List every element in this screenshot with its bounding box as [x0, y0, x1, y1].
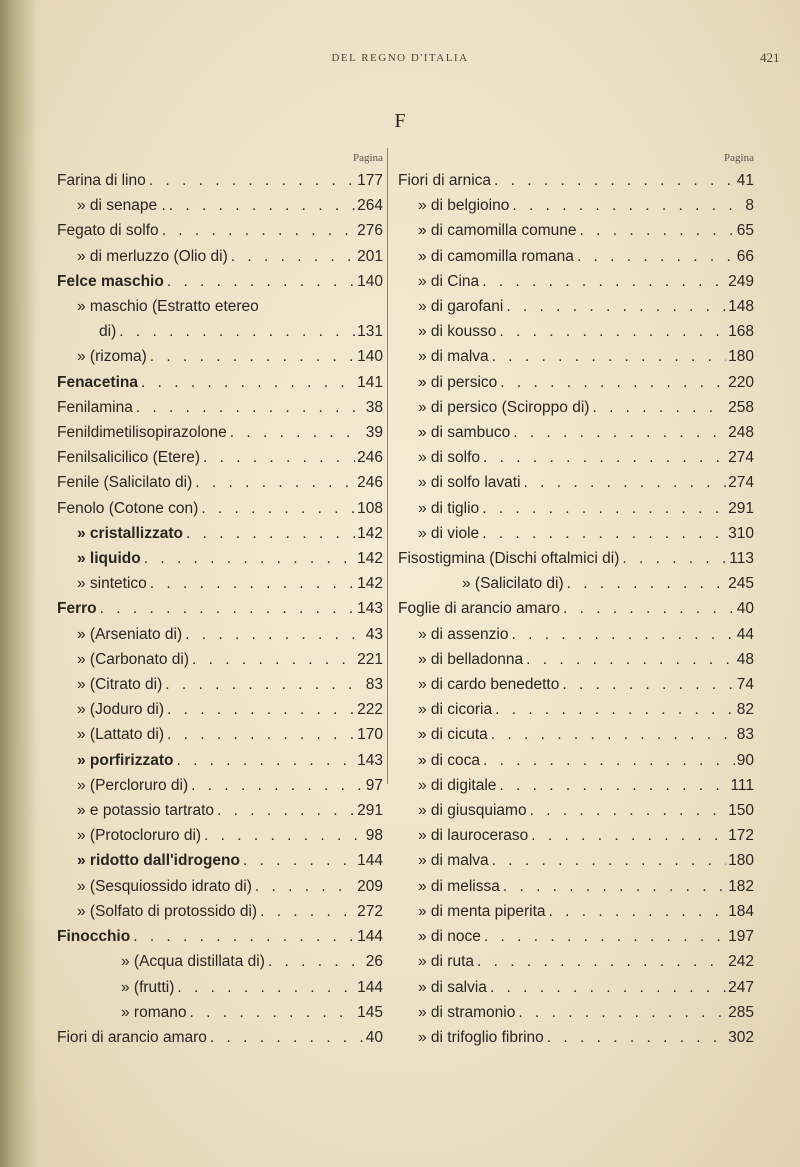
entry-page-number: 247 [728, 978, 754, 996]
leader-dots [228, 244, 355, 269]
entry-page-number: 209 [357, 877, 383, 895]
entry-title: di) [99, 323, 117, 341]
index-entry [57, 722, 383, 747]
index-entry [398, 218, 754, 243]
entry-page-number: 145 [357, 1003, 383, 1021]
entry-page-number: 8 [745, 197, 754, 215]
entry-title: » di tiglio [418, 499, 480, 517]
index-entry [398, 319, 754, 344]
entry-title: Fenilsalicilico (Etere) [57, 449, 200, 467]
entry-page-number: 113 [729, 550, 754, 568]
index-entry [57, 899, 383, 924]
entry-page-number: 140 [357, 272, 383, 290]
entry-title: Fiori di arnica [398, 172, 492, 189]
entry-page-number: 246 [357, 474, 383, 492]
entry-page-number: 144 [357, 852, 383, 870]
index-entry [398, 344, 754, 369]
index-entry [398, 395, 754, 420]
entry-title: » (Sesquiossido idrato di) [77, 877, 252, 895]
entry-page-number: 302 [728, 1028, 754, 1046]
leader-dots [619, 546, 727, 571]
entry-title: Fisostigmina (Dischi oftalmici di) [398, 550, 620, 568]
leader-dots [147, 571, 355, 596]
entry-title: » di persico (Sciroppo di) [418, 398, 590, 416]
entry-title: » di assenzio [418, 625, 509, 643]
entry-title: Finocchio [57, 928, 131, 946]
leader-dots [183, 521, 355, 546]
entry-page-number: 142 [357, 524, 383, 542]
entry-title: » di salvia [418, 978, 487, 996]
leader-dots [162, 672, 363, 697]
index-entry [57, 823, 383, 848]
entry-title: » e potassio tartrato [77, 802, 214, 820]
leader-dots [559, 672, 734, 697]
entry-title: Fenildimetilisopirazolone [57, 424, 227, 442]
index-entry [57, 168, 383, 193]
entry-page-number: 142 [357, 575, 383, 593]
leader-dots [164, 697, 355, 722]
leader-dots [173, 748, 355, 773]
leader-dots [201, 823, 364, 848]
entry-page-number: 170 [357, 726, 383, 744]
index-entry [398, 244, 754, 269]
leader-dots [497, 370, 726, 395]
entry-title: » di camomilla comune [418, 222, 577, 240]
entry-title: » (Solfato di protossido di) [77, 902, 258, 920]
index-entry [398, 521, 754, 546]
index-entry [398, 798, 754, 823]
entry-title: » di cicoria [418, 701, 493, 719]
leader-dots [141, 546, 355, 571]
index-entry [398, 672, 754, 697]
entry-title: » di menta piperita [418, 902, 546, 920]
leader-dots [116, 319, 355, 344]
leader-dots [474, 949, 726, 974]
leader-dots [500, 874, 726, 899]
index-entry [57, 924, 383, 949]
index-entry [398, 697, 754, 722]
index-entry [398, 748, 754, 773]
leader-dots [479, 269, 726, 294]
index-entry [57, 874, 383, 899]
entry-page-number: 274 [728, 449, 754, 467]
running-head: DEL REGNO D'ITALIA [331, 52, 469, 64]
entry-page-number: 82 [736, 701, 754, 719]
leader-dots [544, 1025, 726, 1050]
entry-page-number: 272 [357, 902, 383, 920]
leader-dots [528, 823, 726, 848]
index-entry [57, 445, 383, 470]
entry-page-number: 274 [728, 474, 754, 492]
index-entry [398, 949, 754, 974]
leader-dots [492, 697, 735, 722]
entry-title: » (Percloruro di) [77, 776, 189, 794]
leader-dots [164, 269, 355, 294]
entry-page-number: 201 [357, 247, 383, 265]
index-entry [398, 294, 754, 319]
entry-page-number: 43 [365, 625, 383, 643]
index-entry [57, 697, 383, 722]
leader-dots [159, 218, 355, 243]
leader-dots [133, 395, 364, 420]
entry-page-number: 182 [728, 877, 754, 895]
entry-title: » di solfo lavati [418, 474, 521, 492]
entry-title: » (Salicilato di) [462, 575, 564, 593]
entry-page-number: 98 [365, 827, 383, 845]
index-entry [398, 899, 754, 924]
leader-dots [503, 294, 726, 319]
entry-title: » (Protocloruro di) [77, 827, 202, 845]
index-entry [57, 949, 383, 974]
leader-dots [488, 722, 735, 747]
index-list [57, 168, 383, 1050]
entry-page-number: 41 [736, 172, 754, 189]
entry-title: » di melissa [418, 877, 500, 895]
leader-dots [240, 848, 355, 873]
leader-dots [97, 596, 356, 621]
leader-dots [186, 1000, 355, 1025]
index-entry [57, 420, 383, 445]
entry-title: » di solfo [418, 449, 481, 467]
entry-title: » di kousso [418, 323, 497, 341]
entry-title: » di senape . [77, 197, 166, 215]
entry-title: » (Citrato di) [77, 676, 163, 694]
entry-page-number: 180 [728, 852, 754, 870]
leader-dots [523, 647, 735, 672]
entry-title: » maschio (Estratto etereo [77, 298, 259, 316]
entry-title: » di trifoglio fibrino [418, 1028, 544, 1046]
leader-dots [491, 168, 735, 193]
leader-dots [527, 798, 727, 823]
page-edge-shadow [0, 0, 38, 1167]
entry-page-number: 90 [736, 751, 754, 769]
index-entry [57, 319, 383, 344]
entry-page-number: 258 [728, 398, 754, 416]
page-number: 421 [760, 50, 780, 65]
entry-title: » (Carbonato di) [77, 650, 190, 668]
leader-dots [496, 773, 728, 798]
index-entry [398, 773, 754, 798]
leader-dots [265, 949, 364, 974]
index-entry [398, 848, 754, 873]
entry-page-number: 66 [736, 247, 754, 265]
index-entry [57, 193, 383, 218]
index-entry [398, 823, 754, 848]
entry-page-number: 131 [357, 323, 383, 341]
entry-page-number: 143 [357, 600, 383, 618]
entry-page-number: 177 [357, 172, 383, 189]
index-entry [398, 722, 754, 747]
leader-dots [496, 319, 726, 344]
entry-title: Foglie di arancio amaro [398, 600, 560, 618]
leader-dots [182, 622, 364, 647]
index-entry [398, 445, 754, 470]
leader-dots [147, 344, 355, 369]
index-entry [57, 1000, 383, 1025]
entry-title: Fenacetina [57, 373, 138, 391]
leader-dots [480, 748, 735, 773]
entry-title: » di lauroceraso [418, 827, 529, 845]
index-entry [57, 773, 383, 798]
entry-title: » di belladonna [418, 650, 524, 668]
leader-dots [166, 193, 355, 218]
entry-page-number: 40 [365, 1028, 383, 1046]
entry-page-number: 26 [365, 953, 383, 971]
entry-title: Fenolo (Cotone con) [57, 499, 199, 517]
leader-dots [560, 596, 735, 621]
leader-dots [174, 975, 355, 1000]
column-header: Pagina [353, 152, 383, 164]
entry-page-number: 148 [728, 298, 754, 316]
leader-dots [509, 193, 743, 218]
leader-dots [214, 798, 355, 823]
leader-dots [189, 647, 355, 672]
entry-title: Ferro [57, 600, 97, 618]
entry-title: » (frutti) [121, 978, 175, 996]
index-entry [57, 395, 383, 420]
entry-title: » (rizoma) [77, 348, 147, 366]
index-entry [57, 546, 383, 571]
leader-dots [589, 395, 726, 420]
entry-page-number: 144 [357, 928, 383, 946]
index-entry [57, 521, 383, 546]
index-entry [57, 748, 383, 773]
entry-page-number: 172 [728, 827, 754, 845]
entry-page-number: 44 [736, 625, 754, 643]
leader-dots [192, 470, 355, 495]
index-entry [398, 975, 754, 1000]
leader-dots [227, 420, 364, 445]
entry-title: » di Cina [418, 272, 480, 290]
entry-page-number: 246 [357, 449, 383, 467]
entry-title: Fiori di arancio amaro [57, 1028, 207, 1046]
entry-title: » di noce [418, 928, 481, 946]
index-entry [57, 218, 383, 243]
entry-page-number: 249 [728, 272, 754, 290]
index-entry [57, 294, 383, 319]
leader-dots [574, 244, 735, 269]
leader-dots [487, 975, 726, 1000]
entry-title: » sintetico [77, 575, 147, 593]
entry-title: Fenile (Salicilato di) [57, 474, 193, 492]
leader-dots [489, 848, 726, 873]
column-header: Pagina [724, 152, 754, 164]
index-entry [57, 848, 383, 873]
entry-page-number: 180 [728, 348, 754, 366]
entry-page-number: 168 [728, 323, 754, 341]
index-entry [57, 370, 383, 395]
entry-page-number: 140 [357, 348, 383, 366]
entry-title: » romano [121, 1003, 187, 1021]
entry-title: » di persico [418, 373, 498, 391]
entry-page-number: 248 [728, 424, 754, 442]
entry-page-number: 184 [728, 902, 754, 920]
entry-page-number: 220 [728, 373, 754, 391]
section-letter: F [394, 110, 406, 132]
index-entry [57, 571, 383, 596]
entry-page-number: 83 [365, 676, 383, 694]
entry-title: » di malva [418, 348, 489, 366]
entry-title: » di cicuta [418, 726, 488, 744]
entry-title: Felce maschio [57, 272, 164, 290]
leader-dots [479, 496, 726, 521]
leader-dots [515, 1000, 726, 1025]
entry-title: » (Lattato di) [77, 726, 165, 744]
entry-title: » (Arseniato di) [77, 625, 183, 643]
leader-dots [198, 496, 355, 521]
leader-dots [164, 722, 355, 747]
index-entry [398, 1000, 754, 1025]
entry-title: » di digitale [418, 776, 497, 794]
leader-dots [479, 521, 726, 546]
entry-page-number: 141 [357, 373, 383, 391]
entry-page-number: 264 [357, 197, 383, 215]
entry-page-number: 65 [736, 222, 754, 240]
entry-page-number: 144 [357, 978, 383, 996]
index-entry [57, 798, 383, 823]
index-entry [57, 647, 383, 672]
entry-title: » di sambuco [418, 424, 511, 442]
entry-title: Fenilamina [57, 398, 133, 416]
entry-title: » di malva [418, 852, 489, 870]
index-entry [57, 596, 383, 621]
entry-page-number: 197 [728, 928, 754, 946]
entry-title: » di camomilla romana [418, 247, 574, 265]
entry-page-number: 222 [357, 701, 383, 719]
leader-dots [564, 571, 726, 596]
entry-page-number: 150 [728, 802, 754, 820]
index-entry [398, 193, 754, 218]
index-entry [398, 168, 754, 193]
index-entry [398, 546, 754, 571]
leader-dots [138, 370, 355, 395]
leader-dots [257, 899, 355, 924]
entry-page-number: 97 [365, 776, 383, 794]
entry-title: » liquido [77, 550, 141, 568]
index-entry [57, 975, 383, 1000]
entry-page-number: 83 [736, 726, 754, 744]
index-entry [398, 924, 754, 949]
leader-dots [481, 924, 726, 949]
entry-page-number: 40 [736, 600, 754, 618]
index-column-right [398, 148, 754, 1050]
entry-page-number: 48 [736, 650, 754, 668]
entry-page-number: 39 [365, 424, 383, 442]
index-entry [57, 1025, 383, 1050]
leader-dots [577, 218, 735, 243]
entry-title: » di coca [418, 751, 481, 769]
entry-title: Fegato di solfo [57, 222, 159, 240]
entry-page-number: 291 [357, 802, 383, 820]
entry-title: » cristallizzato [77, 524, 183, 542]
entry-title: Farina di lino [57, 172, 146, 189]
entry-page-number: 74 [736, 676, 754, 694]
index-entry [398, 420, 754, 445]
leader-dots [188, 773, 364, 798]
leader-dots [521, 470, 727, 495]
entry-page-number: 291 [728, 499, 754, 517]
entry-page-number: 111 [730, 776, 754, 794]
entry-title: » di giusquiamo [418, 802, 527, 820]
index-entry [57, 622, 383, 647]
entry-page-number: 276 [357, 222, 383, 240]
entry-page-number: 245 [728, 575, 754, 593]
leader-dots [130, 924, 355, 949]
leader-dots [146, 168, 355, 193]
index-entry [398, 596, 754, 621]
entry-title: » di garofani [418, 298, 504, 316]
index-entry [57, 269, 383, 294]
index-entry [398, 1025, 754, 1050]
index-entry [57, 344, 383, 369]
index-entry [398, 647, 754, 672]
index-entry [57, 244, 383, 269]
entry-title: » ridotto dall'idrogeno [77, 852, 240, 870]
index-entry [398, 269, 754, 294]
index-entry [57, 496, 383, 521]
column-divider [387, 148, 388, 784]
index-entry [398, 622, 754, 647]
leader-dots [480, 445, 726, 470]
leader-dots [546, 899, 727, 924]
entry-page-number: 310 [728, 524, 754, 542]
entry-title: » (Acqua distillata di) [121, 953, 265, 971]
entry-page-number: 242 [728, 953, 754, 971]
leader-dots [207, 1025, 364, 1050]
entry-page-number: 142 [357, 550, 383, 568]
entry-title: » di viole [418, 524, 480, 542]
entry-page-number: 108 [357, 499, 383, 517]
leader-dots [252, 874, 355, 899]
entry-title: » di cardo benedetto [418, 676, 560, 694]
leader-dots [510, 420, 726, 445]
entry-page-number: 143 [357, 751, 383, 769]
leader-dots [489, 344, 726, 369]
index-column-left [57, 148, 383, 1050]
entry-title: » di merluzzo (Olio di) [77, 247, 228, 265]
entry-title: » di belgioino [418, 197, 510, 215]
index-list [398, 168, 754, 1050]
leader-dots [200, 445, 355, 470]
index-entry [57, 470, 383, 495]
index-entry [398, 874, 754, 899]
index-entry [398, 496, 754, 521]
index-entry [398, 370, 754, 395]
entry-title: » (Joduro di) [77, 701, 165, 719]
index-entry [57, 672, 383, 697]
index-entry [398, 470, 754, 495]
leader-dots [508, 622, 734, 647]
entry-page-number: 285 [728, 1003, 754, 1021]
entry-title: » di ruta [418, 953, 475, 971]
index-entry [398, 571, 754, 596]
entry-title: » porfirizzato [77, 751, 174, 769]
entry-page-number: 221 [357, 650, 383, 668]
entry-page-number: 38 [365, 398, 383, 416]
entry-title: » di stramonio [418, 1003, 516, 1021]
